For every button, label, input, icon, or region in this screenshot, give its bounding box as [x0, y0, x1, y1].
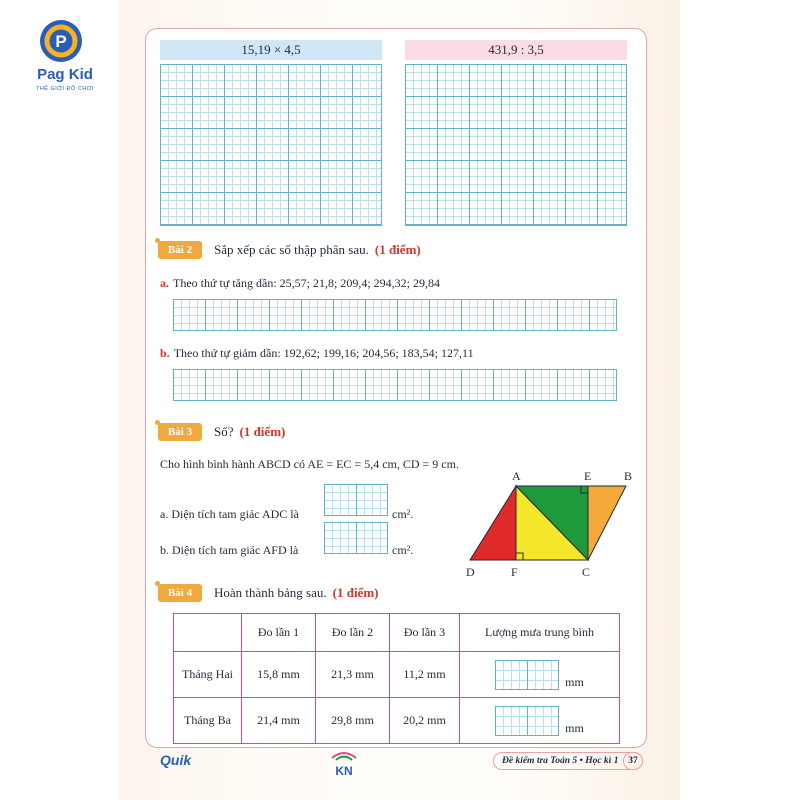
average-answer-box[interactable] [495, 660, 559, 690]
row-value-3: 11,2 mm [390, 652, 460, 698]
answer-grid-b[interactable] [173, 369, 617, 401]
bai3-question-b: b. Diện tích tam giác AFD là [160, 543, 299, 557]
bai3-answer-b[interactable] [324, 522, 388, 554]
bai3-question-a: a. Diện tích tam giác ADC là [160, 507, 299, 521]
row-value-3: 20,2 mm [390, 698, 460, 744]
label-b: B [624, 469, 633, 483]
table-row [174, 698, 620, 744]
bai2-b-letter: b. [160, 346, 170, 360]
work-grid-left[interactable] [160, 64, 382, 226]
average-unit: mm [565, 720, 584, 735]
triangle-orange [588, 486, 626, 560]
bai3-heading [214, 423, 285, 441]
triangle-red [470, 486, 516, 560]
footer-publisher-logo: Quik [160, 752, 192, 768]
bai4-points: (1 điểm) [332, 585, 379, 600]
svg-text:KN: KN [335, 764, 353, 778]
row-value-1: 15,8 mm [242, 652, 316, 698]
brand-logo [20, 20, 110, 100]
footer-title-text: Đề kiểm tra Toán 5 • Học kì 1 [502, 756, 619, 766]
op-right-label: 431,9 : 3,5 [405, 40, 627, 60]
bai2-b-text: Theo thứ tự giảm dần: 192,62; 199,16; 204,56; 183,54; 127,11 [173, 346, 474, 360]
bai2-b-line [160, 345, 474, 361]
table-row [174, 652, 620, 698]
logo-p-icon [40, 20, 82, 62]
average-unit: mm [565, 674, 584, 689]
label-e: E [584, 469, 592, 483]
svg-text:P: P [55, 32, 67, 51]
bai3-title: Số? [214, 424, 234, 439]
parallelogram-figure [460, 464, 640, 584]
bai2-tag: Bài 2 [158, 241, 202, 259]
row-average-cell [460, 698, 620, 744]
average-answer-box[interactable] [495, 706, 559, 736]
header-average: Lượng mưa trung bình [460, 614, 620, 652]
table-header-row [174, 614, 620, 652]
bai4-heading [214, 584, 379, 602]
bai3-unit-b: cm². [392, 543, 414, 557]
bai4-tag: Bài 4 [158, 584, 202, 602]
bai4-title: Hoàn thành bảng sau. [214, 585, 327, 600]
answer-grid-a[interactable] [173, 299, 617, 331]
bai3-tag: Bài 3 [158, 423, 202, 441]
row-average-cell [460, 652, 620, 698]
header-do-lan-2: Đo lần 2 [316, 614, 390, 652]
bai3-answer-a[interactable] [324, 484, 388, 516]
label-a: A [512, 469, 521, 483]
bai2-heading [214, 241, 421, 259]
row-month: Tháng Hai [174, 652, 242, 698]
row-value-2: 29,8 mm [316, 698, 390, 744]
row-value-2: 21,3 mm [316, 652, 390, 698]
footer-book-title [493, 752, 643, 770]
op-left-label: 15,19 × 4,5 [160, 40, 382, 60]
bai2-title: Sắp xếp các số thập phân sau. [214, 242, 369, 257]
logo-brand-text: Pag Kid [37, 66, 93, 83]
header-do-lan-3: Đo lần 3 [390, 614, 460, 652]
rainfall-table [173, 613, 620, 744]
bai3-statement: Cho hình bình hành ABCD có AE = EC = 5,4 cm, CD = 9 cm. [160, 457, 459, 471]
row-month: Tháng Ba [174, 698, 242, 744]
bai2-a-letter: a. [160, 276, 169, 290]
bai3-points: (1 điểm) [239, 424, 286, 439]
bai2-a-line [160, 275, 440, 291]
bai2-points: (1 điểm) [374, 242, 421, 257]
logo-tagline: THẾ GIỚI ĐỒ CHƠI [35, 86, 95, 92]
footer-kn-logo [322, 748, 366, 778]
header-do-lan-1: Đo lần 1 [242, 614, 316, 652]
work-grid-right[interactable] [405, 64, 627, 226]
label-f: F [511, 565, 518, 579]
bai2-a-text: Theo thứ tự tăng dần: 25,57; 21,8; 209,4; 294,32; 29,84 [173, 276, 440, 290]
page-number: 37 [623, 752, 643, 770]
row-value-1: 21,4 mm [242, 698, 316, 744]
label-c: C [582, 565, 591, 579]
label-d: D [466, 565, 475, 579]
header-empty [174, 614, 242, 652]
bai3-unit-a: cm². [392, 507, 414, 521]
